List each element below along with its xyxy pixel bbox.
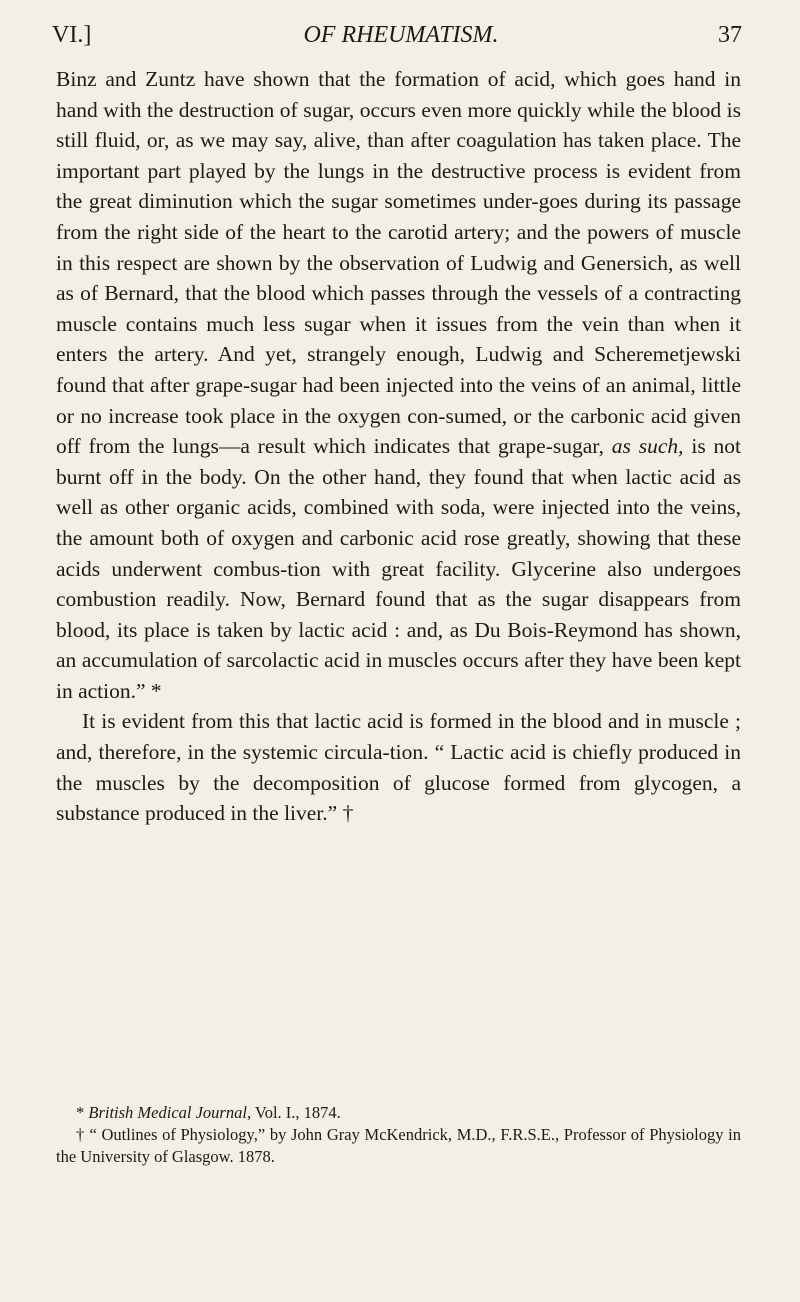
paragraph-1 <box>56 64 741 706</box>
paragraph-2: It is evident from this that lactic acid is formed in the blood and in muscle ; and, therefore, in the systemic circula-tion. “ Lactic acid is chiefly produced in the muscles by the decomposition of glucose formed from glycogen, a substance produced in the liver.” † <box>56 709 741 826</box>
body-text <box>56 64 741 829</box>
page-number: 37 <box>718 22 742 48</box>
running-header <box>50 22 752 56</box>
footnotes <box>56 1102 741 1168</box>
paragraph-1-emphasis: as such, <box>611 434 684 459</box>
footnote-1 <box>56 1102 741 1124</box>
running-title: OF RHEUMATISM. <box>303 22 499 48</box>
footnote-2: † “ Outlines of Physiology,” by John Gray McKendrick, M.D., F.R.S.E., Professor of Physiology in the University of Glasgow. 1878. <box>56 1125 741 1166</box>
footnote-1-mark: * <box>76 1103 89 1122</box>
footnote-1-volume: Vol. I., 1874. <box>251 1103 341 1122</box>
footnote-1-journal: British Medical Journal, <box>88 1103 252 1122</box>
paragraph-1-part-a: Binz and Zuntz have shown that the formation of acid, which goes hand in hand with the destruction of sugar, occurs even more quickly while the blood is still fluid, or, as we may say, alive, than after coagulation has taken place. The important part played by the lungs in the destructive process is evident from the great diminution which the sugar sometimes under-goes during its passage from the right side of the heart to the carotid artery; and the powers of muscle in this respect are shown by the observation of Ludwig and Genersich, as well as of Bernard, that the blood which passes through the vessels of a contracting muscle contains much less sugar when it issues from the vein than when it enters the artery. And yet, strangely enough, Ludwig and Scheremetjewski found that after grape-sugar had been injected into the veins of an animal, little or no increase took place in the oxygen con-sumed, or the carbonic acid given off from the lungs—a result which indicates that grape-sugar, <box>56 67 741 459</box>
paragraph-1-part-b: is not burnt off in the body. On the other hand, they found that when lactic acid as well as other organic acids, combined with soda, were injected into the veins, the amount both of oxygen and carbonic acid rose greatly, showing that these acids underwent combus-tion with great facility. Glycerine also undergoes combustion readily. Now, Bernard found that as the sugar disappears from blood, its place is taken by lactic acid : and, as Du Bois-Reymond has shown, an accumulation of sarcolactic acid in muscles occurs after they have been kept in action.” * <box>56 434 741 703</box>
chapter-marker: VI.] <box>52 22 92 48</box>
